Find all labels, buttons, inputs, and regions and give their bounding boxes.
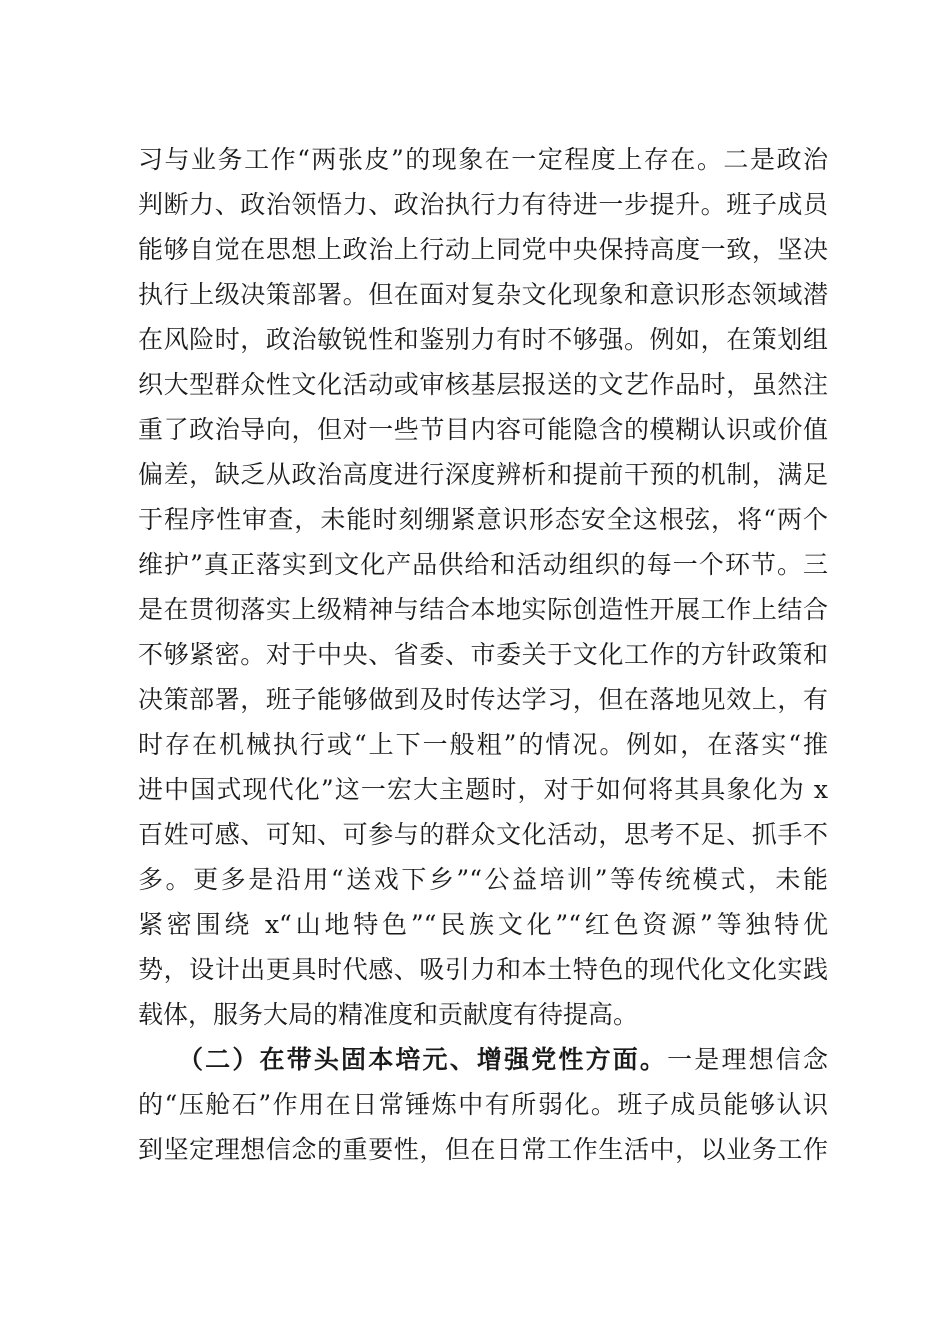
paragraph-line: 执行上级决策部署。但在面对复杂文化现象和意识形态领域潜 (138, 280, 828, 309)
paragraph-line: 不够紧密。对于中央、省委、市委关于文化工作的方针政策和 (138, 640, 828, 669)
paragraph-line: 多。更多是沿用“送戏下乡”“公益培训”等传统模式，未能 (138, 865, 828, 894)
paragraph-line: 时存在机械执行或“上下一般粗”的情况。例如，在落实“推 (138, 730, 828, 759)
paragraph-line: 的“压舱石”作用在日常锤炼中有所弱化。班子成员能够认识 (138, 1090, 828, 1119)
paragraph-line: 进中国式现代化”这一宏大主题时，对于如何将其具象化为 x (138, 775, 828, 804)
section-heading-line (178, 1040, 828, 1080)
section-heading: （二）在带头固本培元、增强党性方面。 (178, 1045, 668, 1074)
paragraph-line: 能够自觉在思想上政治上行动上同党中央保持高度一致，坚决 (138, 235, 828, 264)
paragraph-line: 在风险时，政治敏锐性和鉴别力有时不够强。例如，在策划组 (138, 325, 828, 354)
paragraph-line: 是在贯彻落实上级精神与结合本地实际创造性开展工作上结合 (138, 595, 828, 624)
paragraph-line: 维护”真正落实到文化产品供给和活动组织的每一个环节。三 (138, 550, 828, 579)
paragraph-line: 百姓可感、可知、可参与的群众文化活动，思考不足、抓手不 (138, 820, 828, 849)
paragraph-line: 势，设计出更具时代感、吸引力和本土特色的现代化文化实践 (138, 955, 828, 984)
paragraph-line: 判断力、政治领悟力、政治执行力有待进一步提升。班子成员 (138, 190, 828, 219)
paragraph-line: 重了政治导向，但对一些节目内容可能隐含的模糊认识或价值 (138, 415, 828, 444)
paragraph-line: 决策部署，班子能够做到及时传达学习，但在落地见效上，有 (138, 685, 828, 714)
section-heading-rest: 一是理想信念 (667, 1045, 828, 1074)
paragraph-line: 紧密围绕 x“山地特色”“民族文化”“红色资源”等独特优 (138, 910, 828, 939)
paragraph-line: 到坚定理想信念的重要性，但在日常工作生活中，以业务工作 (138, 1135, 828, 1164)
paragraph-line: 载体，服务大局的精准度和贡献度有待提高。 (138, 1000, 639, 1029)
paragraph-line: 织大型群众性文化活动或审核基层报送的文艺作品时，虽然注 (138, 370, 828, 399)
paragraph-line: 习与业务工作“两张皮”的现象在一定程度上存在。二是政治 (138, 145, 828, 174)
paragraph-line: 于程序性审查，未能时刻绷紧意识形态安全这根弦，将“两个 (138, 505, 828, 534)
paragraph-line: 偏差，缺乏从政治高度进行深度辨析和提前干预的机制，满足 (138, 460, 828, 489)
